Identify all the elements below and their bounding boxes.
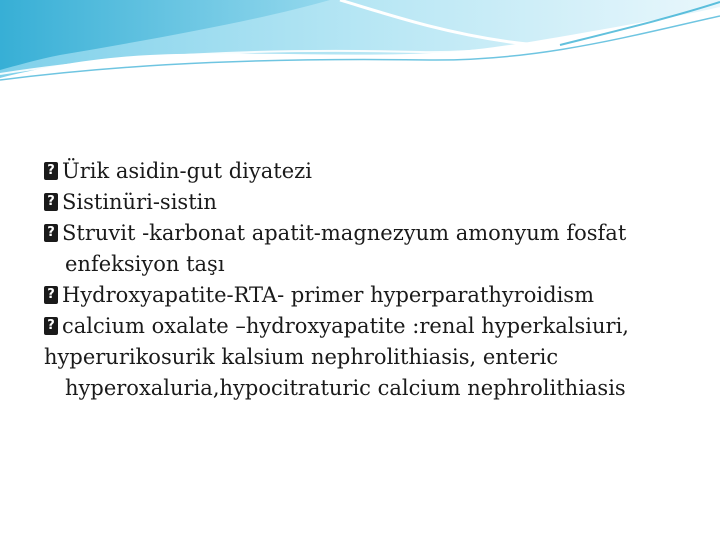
list-item-text-line: hyperurikosurik kalsium nephrolithiasis, enteric (44, 345, 559, 369)
list-item-text: Hydroxyapatite-RTA- primer hyperparathyroidism (62, 283, 594, 307)
list-item (44, 218, 704, 249)
list-item (44, 280, 704, 311)
list-item (44, 156, 704, 187)
bullet-list (44, 156, 704, 404)
list-item (44, 311, 704, 342)
replacement-character-icon (44, 162, 58, 180)
list-item-text: Ürik asidin-gut diyatezi (62, 159, 312, 183)
replacement-character-icon (44, 193, 58, 211)
list-item-continuation: enfeksiyon taşı (65, 252, 225, 276)
list-item-continuation: hyperoxaluria,hypocitraturic calcium nephrolithiasis (65, 376, 626, 400)
list-item-text: calcium oxalate –hydroxyapatite :renal hyperkalsiuri, (62, 314, 629, 338)
list-item-text: Struvit -karbonat apatit-magnezyum amonyum fosfat (62, 221, 627, 245)
list-item-text: Sistinüri-sistin (62, 190, 217, 214)
replacement-character-icon (44, 224, 58, 242)
header-wave-decoration (0, 0, 720, 90)
replacement-character-icon (44, 317, 58, 335)
list-item (44, 187, 704, 218)
replacement-character-icon (44, 286, 58, 304)
